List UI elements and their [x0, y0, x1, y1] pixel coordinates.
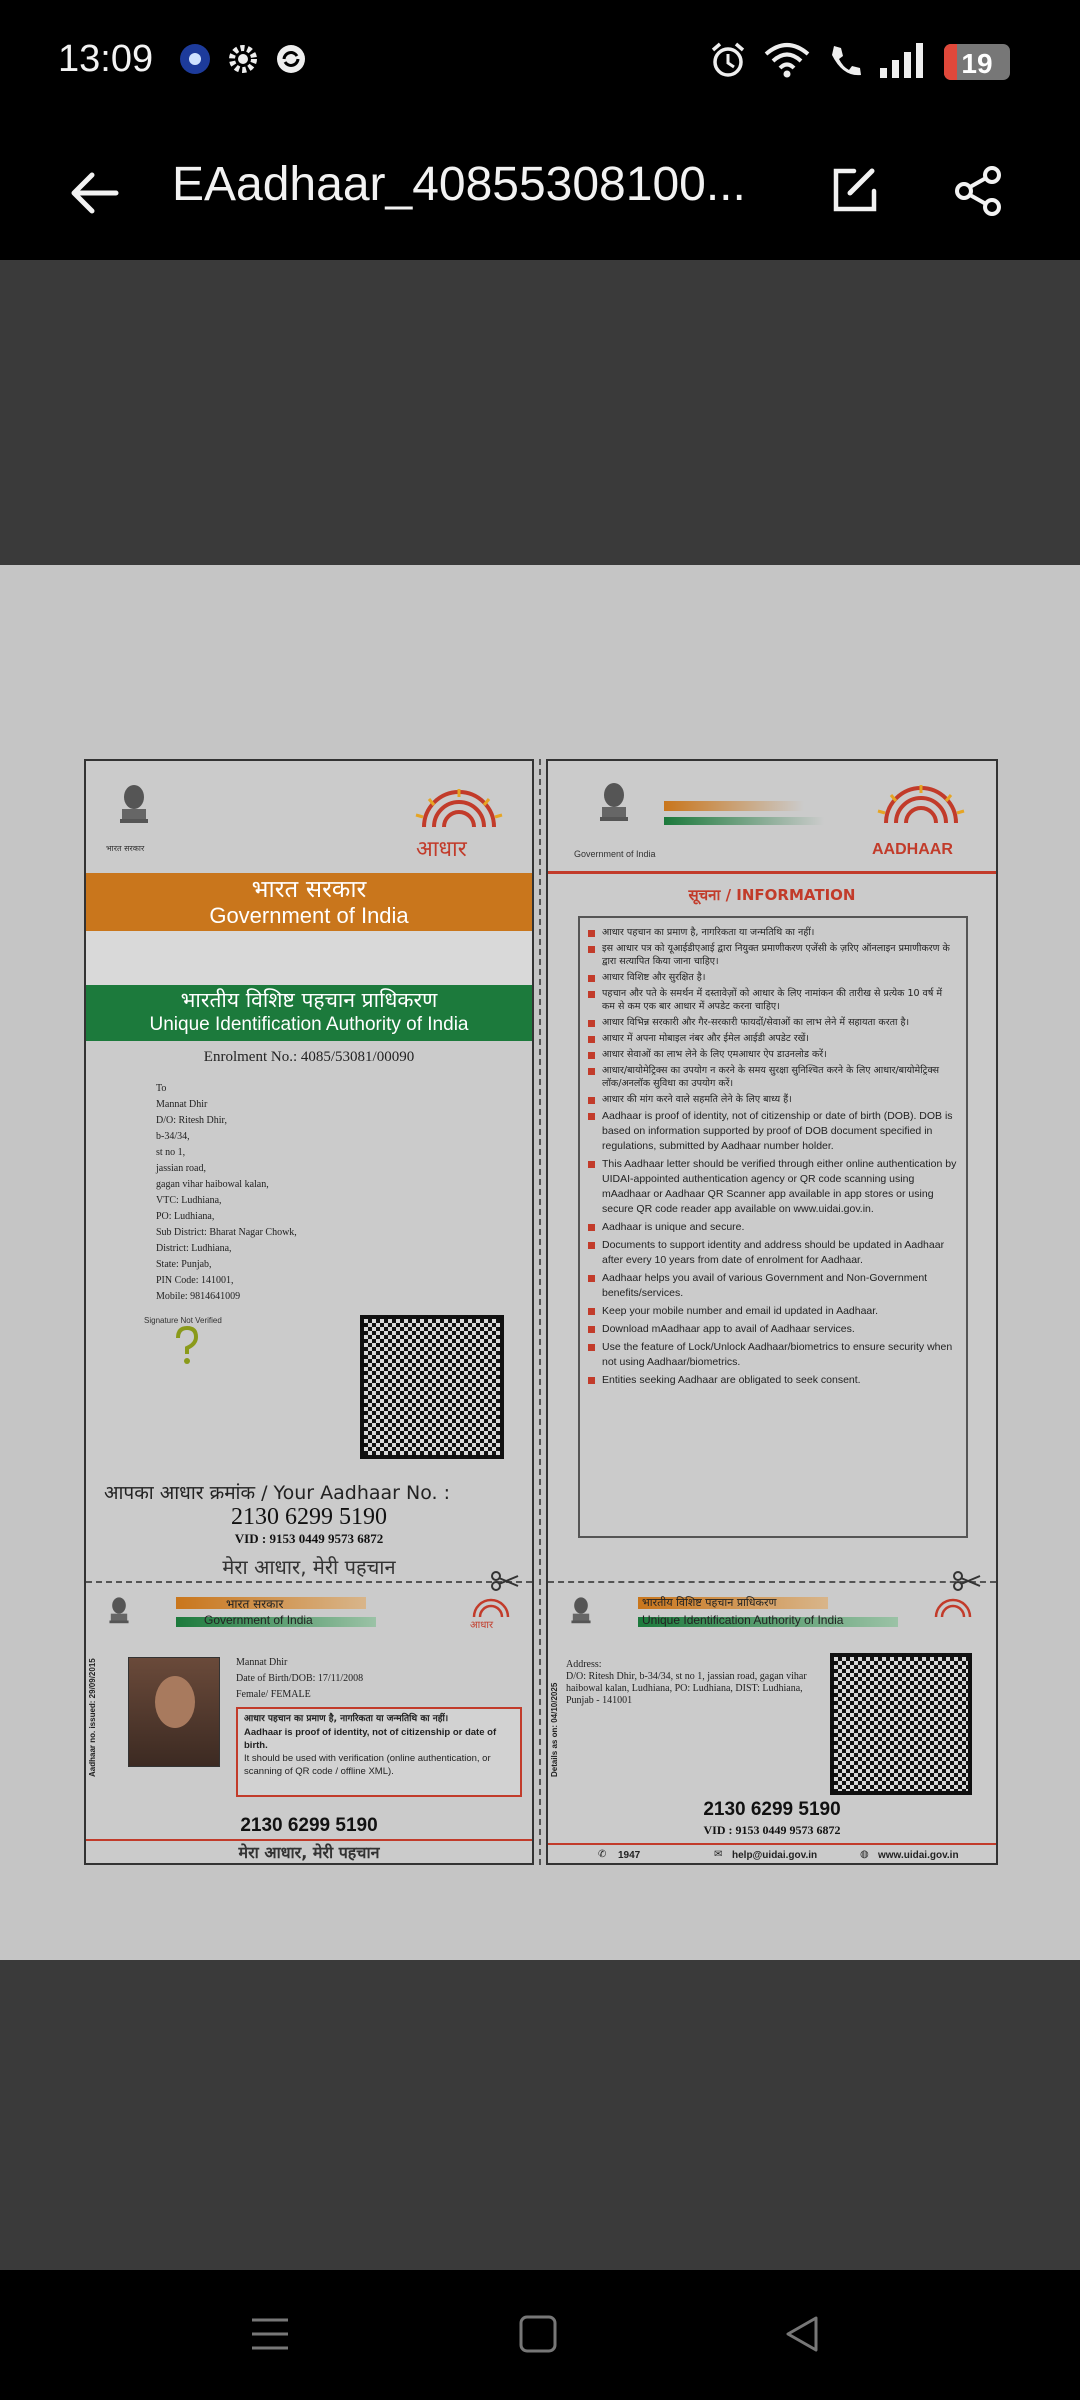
aadhaar-card-back: [548, 1587, 996, 1865]
info-item: Aadhaar is unique and secure.: [588, 1220, 958, 1235]
info-item: आधार पहचान का प्रमाण है, नागरिकता या जन्मतिथि का नहीं।: [588, 926, 958, 939]
uidai-band: [86, 985, 532, 1041]
emblem-icon: [112, 783, 156, 833]
wifi-calling-icon: [826, 40, 866, 80]
info-item: आधार में अपना मोबाइल नंबर और ईमेल आईडी अपडेट रखें।: [588, 1032, 958, 1045]
card-uidai-english: Unique Identification Authority of India: [642, 1613, 844, 1627]
info-item: Use the feature of Lock/Unlock Aadhaar/biometrics to ensure security when not using Aadhaar/biometrics.: [588, 1340, 958, 1370]
app-bar: [0, 125, 1080, 260]
gov-english: Government of India: [209, 903, 409, 928]
emblem-caption: भारत सरकार: [106, 844, 145, 853]
pdf-page[interactable]: [0, 565, 1080, 1960]
info-item: Documents to support identity and address should be updated in Aadhaar after every 10 years from date of enrolment for Aadhaar.: [588, 1238, 958, 1268]
address-line: Mobile: 9814641009: [156, 1291, 241, 1302]
info-item: आधार/बायोमेट्रिक्स का उपयोग न करने के समय सुरक्षा सुनिश्चित करने के लिए आधार/बायोमेट्रिक्स लॉक/अनलॉक सुविधा का उपयोग करें।: [588, 1064, 958, 1090]
aadhaar-logo-icon: [404, 787, 514, 837]
photo: [128, 1657, 220, 1767]
wifi-icon: [762, 40, 812, 80]
aadhaar-logo-icon: [866, 783, 976, 833]
enrolment-number: Enrolment No.: 4085/53081/00090: [203, 1049, 415, 1065]
emblem-icon: [592, 781, 636, 831]
signature-question-icon: [172, 1326, 202, 1366]
home-square-icon[interactable]: [518, 2314, 558, 2354]
aadhaar-logo-text: आधार: [470, 1620, 494, 1631]
uidai-hindi: भारतीय विशिष्ट पहचान प्राधिकरण: [180, 988, 438, 1012]
white-band: [86, 931, 532, 985]
tagline: मेरा आधार, मेरी पहचान: [222, 1555, 396, 1579]
info-item: Keep your mobile number and email id updated in Aadhaar.: [588, 1304, 958, 1319]
aadhaar-logo-text: AADHAAR: [872, 841, 953, 858]
details-date-vertical: Details as on: 04/10/2025: [550, 1682, 559, 1777]
card-aadhaar-number: 2130 6299 5190: [240, 1815, 378, 1836]
address-line: PO: Ludhiana,: [156, 1211, 215, 1222]
sync-icon: [274, 42, 308, 76]
address-line: b-34/34,: [156, 1131, 190, 1142]
cut-line: [548, 1581, 996, 1583]
card-gender: Female/ FEMALE: [236, 1689, 311, 1700]
address-line: Mannat Dhir: [156, 1099, 208, 1110]
aadhaar-logo-icon: [466, 1595, 516, 1619]
battery-icon: [944, 44, 1010, 80]
help-email: help@uidai.gov.in: [732, 1850, 818, 1861]
aadhaar-logo-icon: [928, 1595, 978, 1619]
address-line: jassian road,: [156, 1163, 206, 1174]
aadhaar-card-front: [86, 1587, 532, 1865]
address-line: gagan vihar haibowal kalan,: [156, 1179, 269, 1190]
alarm-icon: [708, 40, 748, 80]
contact-footer: [548, 1847, 996, 1865]
info-item: आधार विभिन्न सरकारी और गैर-सरकारी फायदों/सेवाओं का लाभ लेने में सहायता करता है।: [588, 1016, 958, 1029]
uidai-english: Unique Identification Authority of India: [149, 1014, 469, 1035]
card-tagline: मेरा आधार, मेरी पहचान: [238, 1843, 380, 1862]
phone-icon: ✆: [598, 1849, 607, 1860]
website: www.uidai.gov.in: [878, 1850, 959, 1861]
aadhaar-number: 2130 6299 5190: [231, 1504, 387, 1530]
card-address-text: D/O: Ritesh Dhir, b-34/34, st no 1, jassian road, gagan vihar haibowal kalan, Ludhiana, PO: Ludhiana, DIST: Ludhiana, Punjab - 141001: [566, 1671, 807, 1706]
address-block: [156, 1081, 297, 1305]
notice-english-bold: Aadhaar is proof of identity, not of citizenship or date of birth.: [244, 1727, 497, 1751]
cut-line: [86, 1581, 532, 1583]
notice-hindi: आधार पहचान का प्रमाण है, नागरिकता या जन्मतिथि का नहीं।: [244, 1714, 449, 1724]
saffron-stripe: [664, 801, 804, 811]
edit-icon[interactable]: [826, 163, 882, 219]
aadhaar-letter-back: [546, 759, 998, 1865]
card-aadhaar-number: 2130 6299 5190: [703, 1799, 841, 1820]
card-notice: [236, 1707, 522, 1797]
info-item: This Aadhaar letter should be verified through either online authentication by UIDAI-appointed authentication agency or QR code scanning using mAadhaar or Aadhaar QR Scanner app available in app stores or using secure QR code reader app available on www.uidai.gov.in.: [588, 1157, 958, 1217]
info-item: आधार सेवाओं का लाभ लेने के लिए एमआधार ऐप डाउनलोड करें।: [588, 1048, 958, 1061]
document-title: EAadhaar_40855308100...: [172, 158, 746, 211]
emblem-caption: Government of India: [574, 849, 656, 859]
middle-cut-line: [539, 759, 541, 1865]
card-gov-english: Government of India: [204, 1613, 313, 1627]
aadhaar-letter-front: [84, 759, 534, 1865]
card-uidai-hindi: भारतीय विशिष्ट पहचान प्राधिकरण: [642, 1596, 777, 1609]
back-triangle-icon[interactable]: [782, 2314, 822, 2354]
address-line: D/O: Ritesh Dhir,: [156, 1115, 227, 1126]
card-gov-hindi: भारत सरकार: [226, 1597, 284, 1611]
address-line: PIN Code: 141001,: [156, 1275, 234, 1286]
gov-band: [86, 873, 532, 931]
globe-icon: ◍: [860, 1849, 869, 1860]
navigation-bar: [0, 2270, 1080, 2400]
green-stripe: [664, 817, 824, 825]
address-line: State: Punjab,: [156, 1259, 212, 1270]
info-list: [578, 916, 968, 1538]
email-icon: ✉: [714, 1849, 723, 1860]
address-line: To: [156, 1083, 167, 1094]
address-line: Sub District: Bharat Nagar Chowk,: [156, 1227, 297, 1238]
emblem-icon: [566, 1595, 596, 1631]
status-bar: [0, 0, 1080, 125]
signal-icon: [878, 40, 932, 80]
issued-date-vertical: Aadhaar no. issued: 29/09/2015: [88, 1658, 97, 1777]
card-vid: VID : 9153 0449 9573 6872: [703, 1823, 841, 1837]
pdf-viewer[interactable]: [0, 260, 1080, 2270]
info-item: Download mAadhaar app to avail of Aadhaar services.: [588, 1322, 958, 1337]
card-address-label: Address:: [566, 1659, 602, 1670]
battery-percent: 19: [961, 48, 993, 79]
back-arrow-icon[interactable]: [66, 165, 122, 221]
settings-gear-icon: [226, 42, 260, 76]
app-notification-icon: [178, 42, 212, 76]
info-item: Aadhaar helps you avail of various Government and Non-Government benefits/services.: [588, 1271, 958, 1301]
helpline-number: 1947: [618, 1850, 641, 1861]
status-time: 13:09: [58, 38, 154, 80]
info-title: सूचना / INFORMATION: [688, 886, 856, 904]
share-icon[interactable]: [950, 163, 1006, 219]
info-item: पहचान और पते के समर्थन में दस्तावेज़ों को आधार के लिए नामांकन की तारीख से प्रत्येक 10 वर्ष में कम से कम एक बार आधार में अपडेट करना चाहिए।: [588, 987, 958, 1013]
address-line: District: Ludhiana,: [156, 1243, 232, 1254]
address-line: VTC: Ludhiana,: [156, 1195, 222, 1206]
gov-hindi: भारत सरकार: [251, 875, 367, 903]
card-red-line: [548, 1843, 996, 1845]
qr-code: [830, 1653, 972, 1795]
red-rule: [548, 871, 996, 874]
emblem-icon: [104, 1595, 134, 1631]
aadhaar-logo-text: आधार: [416, 837, 467, 862]
info-item: आधार की मांग करने वाले सहमति लेने के लिए बाध्य हैं।: [588, 1093, 958, 1106]
vid-number: VID : 9153 0449 9573 6872: [234, 1531, 384, 1546]
card-name: Mannat Dhir: [236, 1657, 288, 1668]
info-item: इस आधार पत्र को यूआईडीएआई द्वारा नियुक्त प्रमाणीकरण एजेंसी के ज़रिए ऑनलाइन प्रमाणीकरण के द्वारा सत्यापित किया जाना चाहिए।: [588, 942, 958, 968]
menu-icon[interactable]: [250, 2314, 290, 2354]
notice-english: It should be used with verification (online authentication, or scanning of QR code / offline XML).: [244, 1753, 491, 1777]
qr-code: [360, 1315, 504, 1459]
info-item: Entities seeking Aadhaar are obligated to seek consent.: [588, 1373, 958, 1388]
card-address: [566, 1659, 826, 1707]
face: [155, 1676, 195, 1728]
card-details: [236, 1655, 363, 1703]
aadhaar-number-label: आपका आधार क्रमांक / Your Aadhaar No. :: [104, 1482, 451, 1504]
info-item: Aadhaar is proof of identity, not of citizenship or date of birth (DOB). DOB is based on information supported by proof of DOB document specified in regulations, submitted by Aadhaar number holder.: [588, 1109, 958, 1154]
info-item: आधार विशिष्ट और सुरक्षित है।: [588, 971, 958, 984]
address-line: st no 1,: [156, 1147, 186, 1158]
card-dob: Date of Birth/DOB: 17/11/2008: [236, 1673, 364, 1684]
signature-status: Signature Not Verified: [144, 1316, 222, 1325]
